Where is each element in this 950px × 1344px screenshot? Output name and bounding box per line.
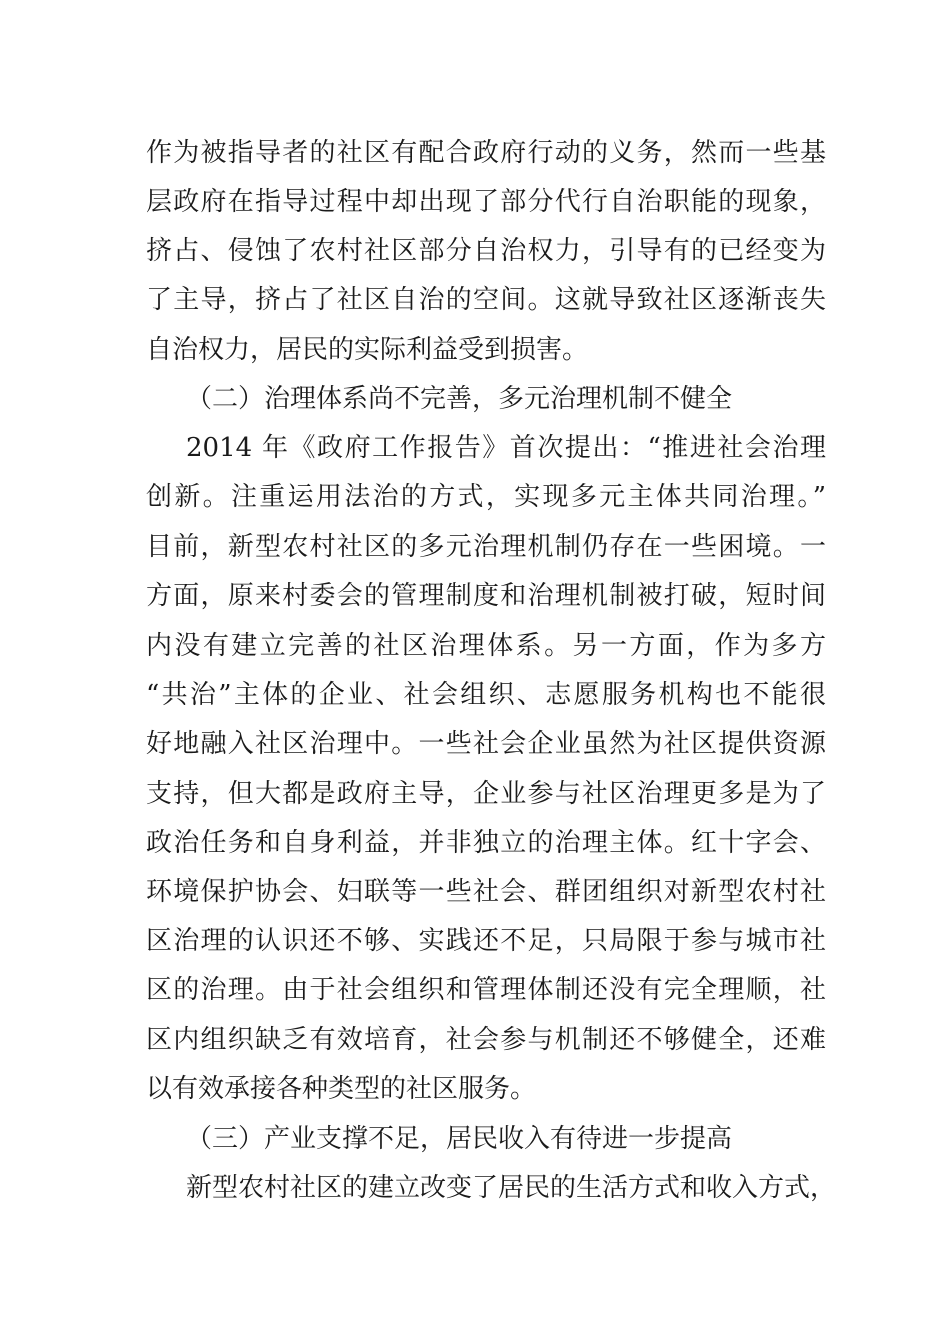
paragraph-line: 好地融入社区治理中。一些社会企业虽然为社区提供资源 [146, 729, 826, 759]
paragraph-line: 自治权力，居民的实际利益受到损害。 [146, 335, 589, 365]
section-heading-2: （二）治理体系尚不完善，多元治理机制不健全 [186, 384, 733, 414]
paragraph-line: 挤占、侵蚀了农村社区部分自治权力，引导有的已经变为 [146, 236, 826, 266]
paragraph-line: 支持，但大都是政府主导，企业参与社区治理更多是为了 [146, 779, 826, 809]
paragraph-line: 区的治理。由于社会组织和管理体制还没有完全理顺，社 [146, 975, 826, 1005]
section-heading-3: （三）产业支撑不足，居民收入有待进一步提高 [186, 1124, 733, 1154]
paragraph-line: 2014 年《政府工作报告》首次提出：“推进社会治理 [186, 433, 826, 463]
paragraph-line: 方面，原来村委会的管理制度和治理机制被打破，短时间 [146, 581, 826, 611]
paragraph-line: 政治任务和自身利益，并非独立的治理主体。红十字会、 [146, 828, 826, 858]
paragraph-line: 层政府在指导过程中却出现了部分代行自治职能的现象， [146, 187, 826, 217]
paragraph-line: 目前，新型农村社区的多元治理机制仍存在一些困境。一 [146, 532, 826, 562]
paragraph-line: 区内组织缺乏有效培育，社会参与机制还不够健全，还难 [146, 1025, 826, 1055]
paragraph-line: 内没有建立完善的社区治理体系。另一方面，作为多方 [146, 631, 826, 661]
paragraph-line: “共治”主体的企业、社会组织、志愿服务机构也不能很 [146, 680, 826, 710]
paragraph-line: 以有效承接各种类型的社区服务。 [146, 1074, 537, 1104]
paragraph-line: 了主导，挤占了社区自治的空间。这就导致社区逐渐丧失 [146, 285, 826, 315]
paragraph-line: 创新。注重运用法治的方式，实现多元主体共同治理。” [146, 482, 826, 512]
paragraph-line: 新型农村社区的建立改变了居民的生活方式和收入方式， [186, 1173, 837, 1203]
paragraph-line: 作为被指导者的社区有配合政府行动的义务，然而一些基 [146, 138, 826, 168]
paragraph-line: 环境保护协会、妇联等一些社会、群团组织对新型农村社 [146, 877, 826, 907]
paragraph-line: 区治理的认识还不够、实践还不足，只局限于参与城市社 [146, 926, 826, 956]
